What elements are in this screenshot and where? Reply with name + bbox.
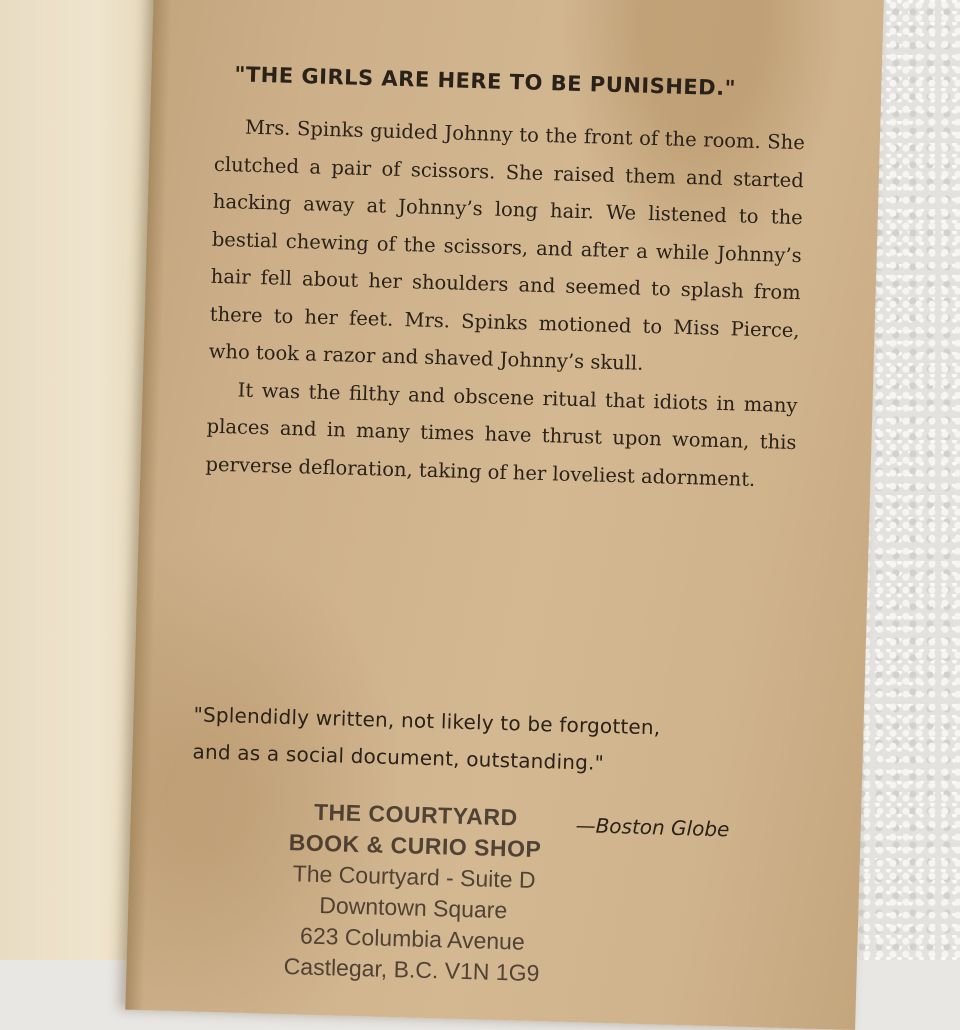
stamp-shop-subtitle: BOOK & CURIO SHOP [288,829,542,863]
excerpt [205,62,807,499]
stamp-address-city: Castlegar, B.C. V1N 1G9 [283,953,540,987]
review-quote [192,696,794,787]
bookshop-stamp [256,795,571,990]
excerpt-paragraph-2: It was the filthy and obscene ritual that idiots in many places and in many times have thrust upon woman, this perverse defloration, taking of her loveliest adornment. [205,378,798,491]
book-page [125,0,884,1030]
stamp-address-suite: The Courtyard - Suite D [292,860,536,894]
review-attribution: —Boston Globe [575,813,730,842]
excerpt-body [205,108,805,499]
review-quote-line-1: "Splendidly written, not likely to be forgotten, [193,702,661,740]
stamp-address-square: Downtown Square [318,891,508,924]
excerpt-headline: "THE GIRLS ARE HERE TO BE PUNISHED." [234,62,737,101]
review-quote-line-2: and as a social document, outstanding." [192,739,605,775]
stamp-shop-name: THE COURTYARD [313,798,519,831]
stamp-address-street: 623 Columbia Avenue [299,922,526,955]
excerpt-paragraph-1: Mrs. Spinks guided Johnny to the front of the room. She clutched a pair of scissors. She raised them and started hacking away at Johnny’s long hair. We listened to the bestial chewing of the scissors, and after a while Johnny’s hair fell about her shoulders and seemed to splash from there to her feet. Mrs. Spinks motioned to Miss Pierce, who took a razor and shaved Johnny’s skull. [208,115,806,375]
